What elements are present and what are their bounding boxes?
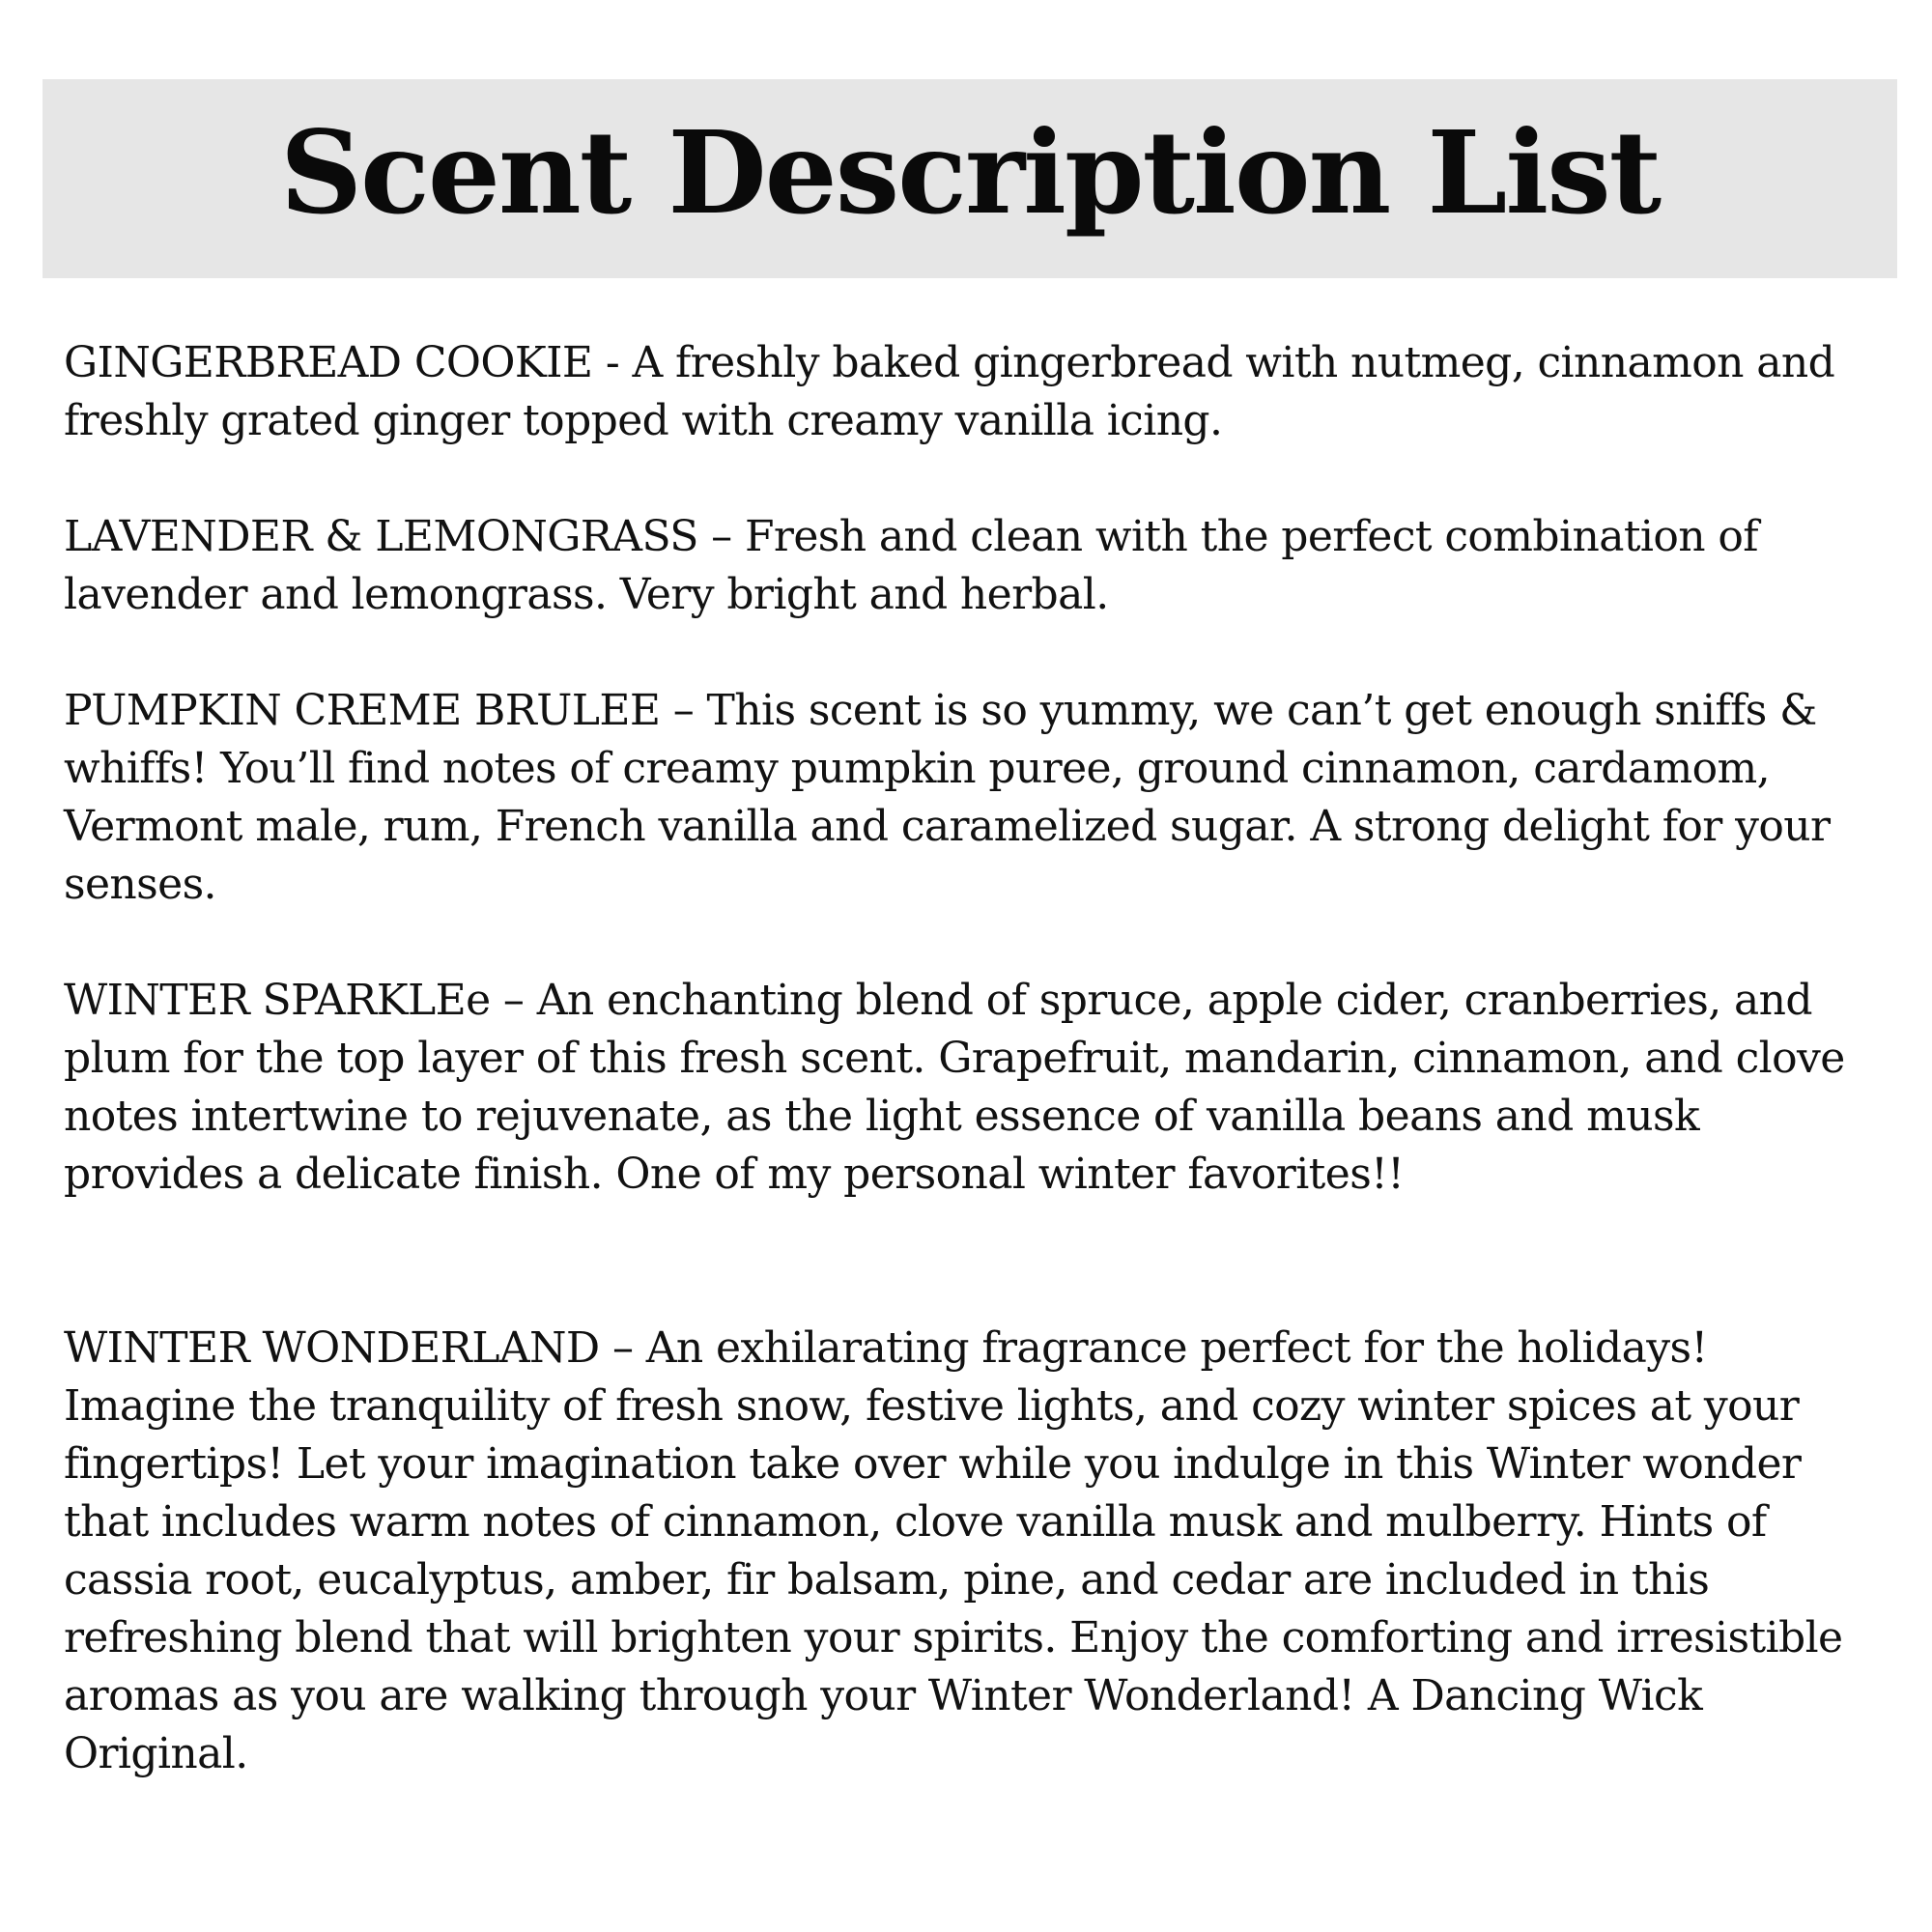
scent-entry-lavender-lemongrass: LAVENDER & LEMONGRASS – Fresh and clean with the perfect combination of lavender and lemongrass. Very bright and herbal. (64, 512, 1758, 619)
page-title: Scent Description List (279, 105, 1661, 240)
scent-entry-pumpkin-creme-brulee: PUMPKIN CREME BRULEE – This scent is so yummy, we can’t get enough sniffs & whiffs! You’ll find notes of creamy pumpkin puree, ground cinnamon, cardamom, Vermont male, rum, French vanilla and caramelized sugar. A strong delight for your senses. (64, 686, 1831, 909)
scent-list (64, 334, 1889, 1783)
scent-entry-winter-sparkle: WINTER SPARKLEe – An enchanting blend of spruce, apple cider, cranberries, and plum for the top layer of this fresh scent. Grapefruit, mandarin, cinnamon, and clove notes intertwine to rejuvenate, as the light essence of vanilla beans and musk provides a delicate finish. One of my personal winter favorites!! (64, 976, 1845, 1199)
title-banner (43, 79, 1897, 278)
scent-entry-winter-wonderland: WINTER WONDERLAND – An exhilarating fragrance perfect for the holidays! Imagine the tranquility of fresh snow, festive lights, and cozy winter spices at your fingertips! Let your imagination take over while you indulge in this Winter wonder that includes warm notes of cinnamon, clove vanilla musk and mulberry. Hints of cassia root, eucalyptus, amber, fir balsam, pine, and cedar are included in this refreshing blend that will brighten your spirits. Enjoy the comforting and irresistible aromas as you are walking through your Winter Wonderland! A Dancing Wick Original. (64, 1323, 1843, 1778)
scent-entry-gingerbread-cookie: GINGERBREAD COOKIE - A freshly baked gingerbread with nutmeg, cinnamon and freshly grated ginger topped with creamy vanilla icing. (64, 338, 1835, 445)
